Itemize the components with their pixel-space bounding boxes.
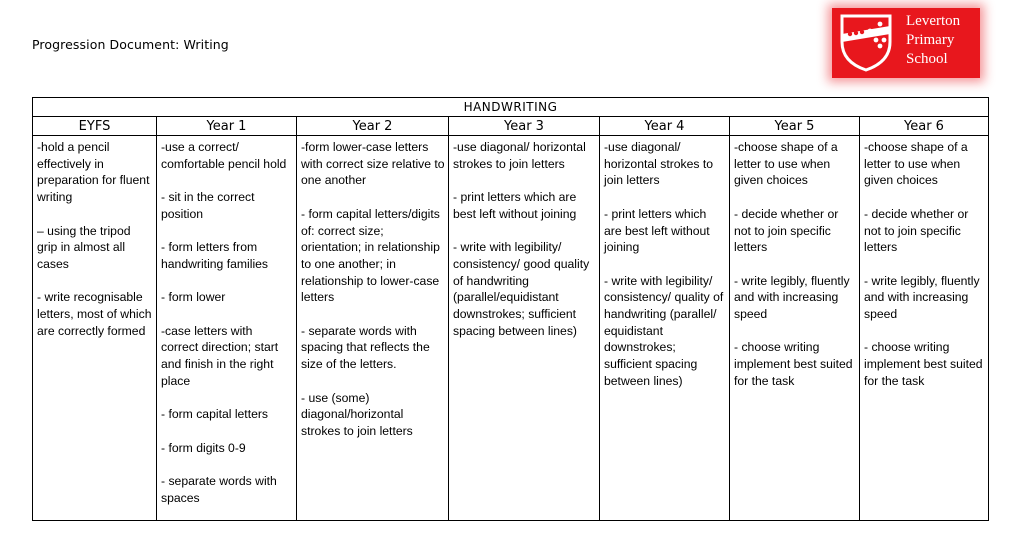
cell-eyfs bbox=[33, 136, 157, 521]
list-item: - form letters from handwriting families bbox=[161, 240, 269, 271]
list-item: - print letters which are best left without joining bbox=[604, 206, 710, 255]
list-item: -choose shape of a letter to use when given choices bbox=[864, 140, 968, 188]
column-header-year-2: Year 2 bbox=[297, 117, 449, 136]
column-header-year-4: Year 4 bbox=[600, 117, 730, 136]
column-header-row bbox=[33, 117, 989, 136]
column-header-year-3: Year 3 bbox=[449, 117, 600, 136]
section-title: HANDWRITING bbox=[33, 98, 989, 117]
cell-year-4 bbox=[600, 136, 730, 521]
list-item: - decide whether or not to join specific letters bbox=[734, 206, 839, 255]
cell-year-6 bbox=[860, 136, 989, 521]
column-header-year-1: Year 1 bbox=[157, 117, 297, 136]
list-item: -use a correct/ comfortable pencil hold bbox=[161, 140, 287, 171]
cell-year-3 bbox=[449, 136, 600, 521]
school-name-line-2: Primary bbox=[906, 32, 955, 48]
table-row bbox=[33, 136, 989, 521]
list-item: -form lower-case letters with correct size relative to one another bbox=[301, 140, 445, 188]
school-crest-icon bbox=[836, 12, 896, 74]
list-item: - write recognisable letters, most of which are correctly formed bbox=[37, 290, 152, 338]
list-item: - write with legibility/ consistency/ good quality of handwriting (parallel/equidistant downstrokes; sufficient spacing between lines) bbox=[453, 240, 590, 338]
list-item: - sit in the correct position bbox=[161, 190, 255, 221]
list-item: -choose shape of a letter to use when given choices bbox=[734, 140, 838, 188]
list-item: - write with legibility/ consistency/ quality of handwriting (parallel/ equidistant downstrokes; sufficient spacing between lines) bbox=[604, 273, 724, 388]
list-item: - separate words with spacing that reflects the size of the letters. bbox=[301, 323, 430, 372]
handwriting-table bbox=[32, 97, 989, 521]
document-title: Progression Document: Writing bbox=[32, 37, 229, 52]
list-item: - use (some) diagonal/horizontal strokes to join letters bbox=[301, 390, 413, 438]
list-item: - choose writing implement best suited for the task bbox=[864, 340, 983, 388]
cell-year-1 bbox=[157, 136, 297, 521]
cell-year-2 bbox=[297, 136, 449, 521]
list-item: - choose writing implement best suited for the task bbox=[734, 340, 853, 388]
school-name bbox=[906, 12, 960, 69]
list-item: - separate words with spaces bbox=[161, 473, 277, 505]
list-item: - print letters which are best left without joining bbox=[453, 190, 577, 221]
school-logo bbox=[832, 8, 980, 78]
school-name-line-3: School bbox=[906, 51, 948, 67]
list-item: -use diagonal/ horizontal strokes to join letters bbox=[453, 140, 586, 171]
column-header-eyfs: EYFS bbox=[33, 117, 157, 136]
list-item: – using the tripod grip in almost all cases bbox=[37, 223, 131, 271]
list-item: - form capital letters bbox=[161, 407, 269, 422]
list-item: - decide whether or not to join specific letters bbox=[864, 206, 969, 255]
list-item: -hold a pencil effectively in preparation for fluent writing bbox=[37, 140, 150, 205]
list-item: -case letters with correct direction; start and finish in the right place bbox=[161, 323, 279, 388]
list-item: - write legibly, fluently and with increasing speed bbox=[734, 273, 850, 321]
list-item: - write legibly, fluently and with increasing speed bbox=[864, 273, 980, 321]
list-item: -use diagonal/ horizontal strokes to join letters bbox=[604, 140, 714, 188]
list-item: - form lower bbox=[161, 290, 226, 305]
list-item: - form digits 0-9 bbox=[161, 440, 246, 455]
cell-year-5 bbox=[730, 136, 860, 521]
column-header-year-6: Year 6 bbox=[860, 117, 989, 136]
column-header-year-5: Year 5 bbox=[730, 117, 860, 136]
school-name-line-1: Leverton bbox=[906, 13, 961, 29]
list-item: - form capital letters/digits of: correct size; orientation; in relationship to one another; in relationship to lower-case letters bbox=[301, 206, 440, 305]
